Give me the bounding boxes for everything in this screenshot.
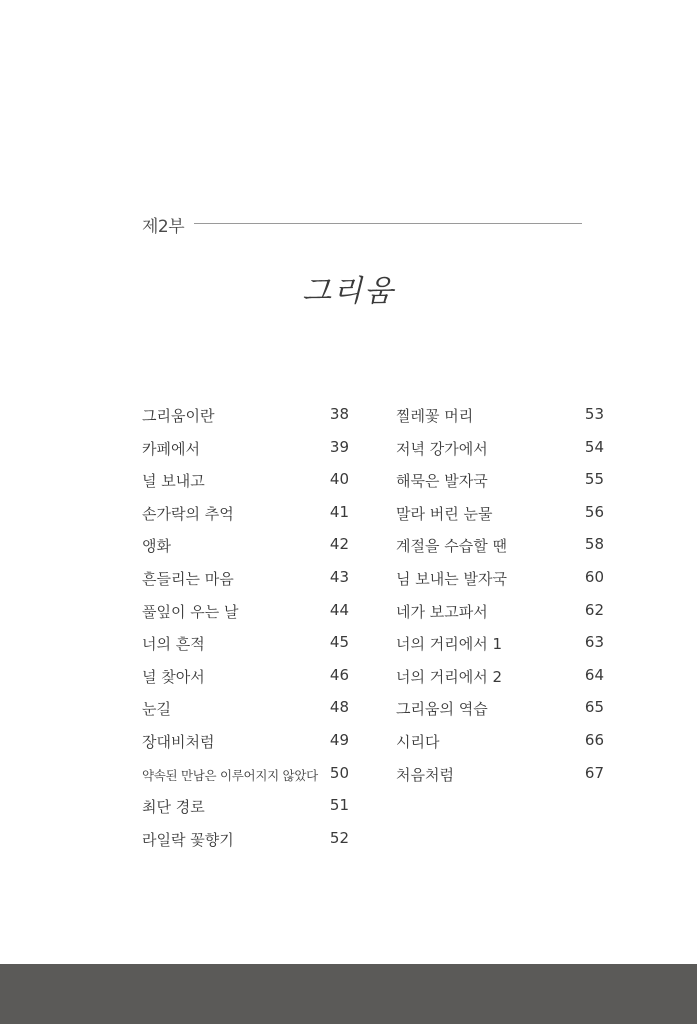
toc-entry-title: 너의 흔적 <box>142 635 205 654</box>
toc-entry-title: 앵화 <box>142 537 171 556</box>
toc-right-column <box>396 405 604 796</box>
toc-entry-title: 장대비처럼 <box>142 732 215 751</box>
toc-entry-title: 너의 거리에서 1 <box>396 635 503 654</box>
toc-entry[interactable] <box>142 601 349 634</box>
part-label: 제2부 <box>142 217 185 237</box>
toc-entry[interactable] <box>142 470 349 503</box>
toc-entry[interactable] <box>142 698 349 731</box>
toc-entry-page: 65 <box>584 698 604 717</box>
toc-entry[interactable] <box>396 535 604 568</box>
toc-entry-title: 찔레꽃 머리 <box>396 407 474 425</box>
toc-entry[interactable] <box>396 698 604 731</box>
toc-entry-page: 48 <box>329 698 349 717</box>
toc-entry-page: 56 <box>584 502 604 521</box>
toc-entry[interactable] <box>396 568 604 601</box>
toc-entry[interactable] <box>396 633 604 666</box>
toc-entry-page: 41 <box>329 502 349 521</box>
toc-entry-title: 약속된 만남은 이루어지지 않았다 <box>142 767 318 783</box>
toc-entry-title: 흔들리는 마음 <box>142 569 234 588</box>
part-header <box>142 212 582 236</box>
toc-entry-title: 말라 버린 눈물 <box>396 504 493 523</box>
toc-entry-page: 40 <box>329 470 349 489</box>
toc-entry-page: 63 <box>584 633 604 652</box>
toc-entry-title: 해묵은 발자국 <box>396 472 488 491</box>
toc-entry-title: 풀잎이 우는 날 <box>142 602 239 621</box>
toc-entry-title: 널 찾아서 <box>142 667 205 686</box>
toc-entry[interactable] <box>396 405 604 438</box>
toc-entry[interactable] <box>142 666 349 699</box>
toc-entry-title: 눈길 <box>142 700 171 719</box>
toc-entry-title: 님 보내는 발자국 <box>396 569 507 588</box>
toc-left-column <box>142 405 349 861</box>
toc-entry-page: 43 <box>329 567 349 586</box>
toc-entry-title: 라일락 꽃향기 <box>142 830 234 849</box>
toc-entry-page: 50 <box>329 763 349 782</box>
section-title: 그리움 <box>302 274 395 309</box>
toc-entry-title: 저녁 강가에서 <box>396 439 488 458</box>
toc-entry[interactable] <box>142 438 349 471</box>
toc-entry[interactable] <box>142 405 349 438</box>
toc-entry[interactable] <box>142 503 349 536</box>
toc-entry[interactable] <box>396 438 604 471</box>
toc-entry-title: 카페에서 <box>142 439 200 458</box>
toc-entry-page: 39 <box>329 437 349 456</box>
toc-entry-page: 52 <box>329 828 349 847</box>
toc-entry[interactable] <box>142 535 349 568</box>
toc-entry-title: 손가락의 추억 <box>142 504 234 523</box>
toc-entry-page: 53 <box>584 405 604 423</box>
toc-entry-page: 49 <box>329 730 349 749</box>
toc-entry-title: 그리움이란 <box>142 407 215 425</box>
toc-entry-page: 46 <box>329 665 349 684</box>
toc-entry-page: 38 <box>329 405 349 423</box>
toc-entry[interactable] <box>396 601 604 634</box>
toc-entry-page: 45 <box>329 633 349 652</box>
toc-entry[interactable] <box>142 633 349 666</box>
toc-entry-title: 너의 거리에서 2 <box>396 667 503 686</box>
toc-entry[interactable] <box>396 666 604 699</box>
toc-entry[interactable] <box>396 503 604 536</box>
toc-entry-title: 네가 보고파서 <box>396 602 488 621</box>
toc-entry-page: 66 <box>584 730 604 749</box>
toc-entry[interactable] <box>396 470 604 503</box>
toc-entry-page: 58 <box>584 535 604 554</box>
toc-entry[interactable] <box>142 731 349 764</box>
toc-entry-title: 최단 경로 <box>142 798 205 817</box>
toc-entry-page: 64 <box>584 665 604 684</box>
toc-entry[interactable] <box>142 829 349 862</box>
toc-entry-title: 계절을 수습할 땐 <box>396 537 507 556</box>
toc-entry-page: 44 <box>329 600 349 619</box>
footer-bar <box>0 964 697 1024</box>
toc-entry-page: 51 <box>329 796 349 815</box>
toc-entry[interactable] <box>396 731 604 764</box>
toc-entry-title: 그리움의 역습 <box>396 700 488 719</box>
toc-entry-page: 62 <box>584 600 604 619</box>
toc-entry[interactable] <box>142 568 349 601</box>
toc-entry-page: 54 <box>584 437 604 456</box>
toc-entry[interactable] <box>142 796 349 829</box>
toc-entry-title: 널 보내고 <box>142 472 205 491</box>
toc-entry-page: 42 <box>329 535 349 554</box>
part-divider <box>194 223 582 224</box>
toc-entry[interactable] <box>396 764 604 797</box>
toc-entry-page: 60 <box>584 567 604 586</box>
toc-entry-page: 55 <box>584 470 604 489</box>
toc-entry[interactable] <box>142 764 349 797</box>
toc-entry-title: 시리다 <box>396 732 440 751</box>
toc-entry-title: 처음처럼 <box>396 765 454 784</box>
toc-entry-page: 67 <box>584 763 604 782</box>
